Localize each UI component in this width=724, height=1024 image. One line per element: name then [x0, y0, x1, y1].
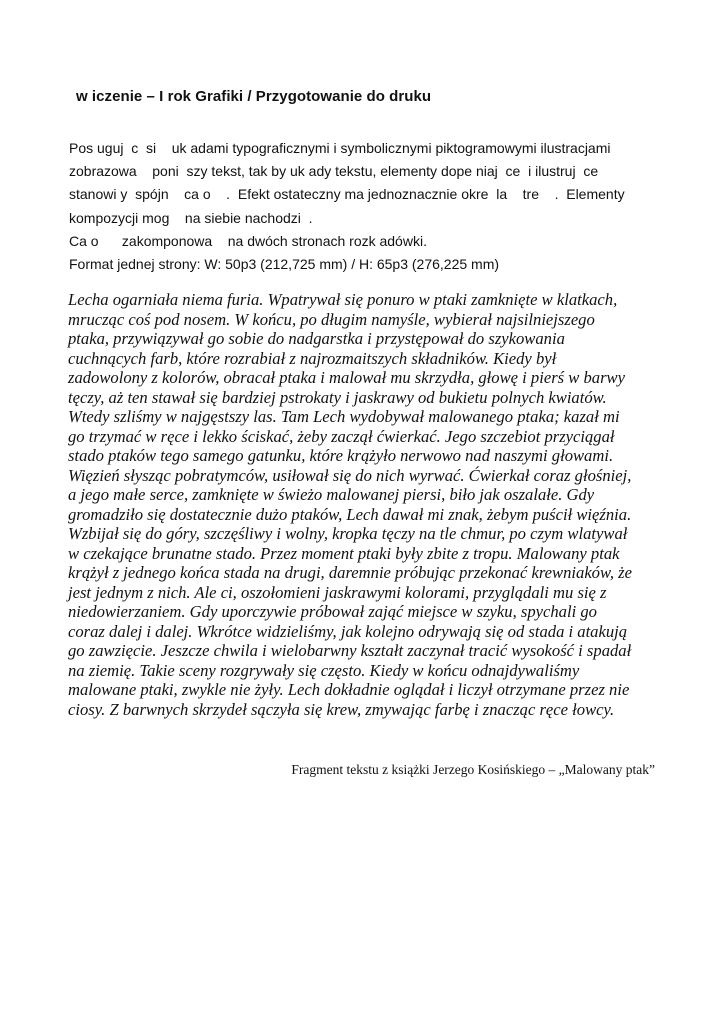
excerpt-line: Wtedy szliśmy w najgęstszy las. Tam Lech wydobywał malowanego ptaka; kazał mi [68, 407, 620, 426]
excerpt-line: w czekające brunatne stado. Przez moment ptaki były zbite z tropu. Malowany ptak [68, 543, 620, 563]
excerpt-line: Wzbijał się do góry, szczęśliwy i wolny, kropka tęczy na tle chmur, po czym wlatywał [68, 524, 628, 543]
document-title: w iczenie – I rok Grafiki / Przygotowanie do druku [76, 88, 432, 105]
instruction-line: Ca o zakomponowa na dwóch stronach rozk adówki. [69, 232, 427, 249]
excerpt-line: ciosy. Z barwnych skrzydeł sączyła się krew, zmywając farbę i znacząc ręce łowcy. [68, 699, 615, 719]
instruction-line: Pos uguj c si uk adami typograficznymi i symbolicznymi piktogramowymi ilustracjami [69, 140, 611, 156]
excerpt-line: tęczy, aż ten stawał się bardziej pstrokaty i jaskrawy od bukietu polnych kwiatów. [68, 387, 607, 407]
excerpt-line: na ziemię. Takie sceny rozgrywały się często. Kiedy w końcu odnajdywaliśmy [68, 660, 580, 680]
instruction-line: kompozycji mog na siebie nachodzi . [69, 209, 313, 226]
excerpt-line: malowane ptaki, zwykle nie żyły. Lech dokładnie oglądał i liczył otrzymane przez nie [68, 680, 630, 699]
excerpt-line: ptaka, przywiązywał go sobie do nadgarstka i przystępował do szykowania [68, 329, 565, 348]
excerpt-line: Więzień słysząc pobratymców, usiłował się do nich wyrwać. Ćwierkał coraz głośniej, [68, 465, 632, 485]
instruction-line: stanowi y spójn ca o . Efekt ostateczny ma jednoznacznie okre la tre . Elementy [69, 186, 625, 203]
excerpt-line: krążył z jednego końca stada na drugi, daremnie próbując przekonać krewniaków, że [68, 563, 632, 582]
excerpt-line: gromadziło się dostatecznie dużo ptaków, Lech dawał mi znak, żebym puścił więźnia. [68, 504, 632, 524]
excerpt-line: mrucząc coś pod nosem. W końcu, po długim namyśle, wybierał najsilniejszego [68, 309, 595, 329]
source-attribution: Fragment tekstu z książki Jerzego Kosińskiego – „Malowany ptak” [291, 762, 655, 777]
instruction-line: zobrazowa poni szy tekst, tak by uk ady tekstu, elementy dope niaj ce i ilustruj ce [69, 163, 599, 180]
excerpt-line: zadowolony z kolorów, obracał ptaka i malował mu skrzydła, głowę i pierś w barwy [68, 368, 625, 387]
instruction-line: Format jednej strony: W: 50p3 (212,725 mm) / H: 65p3 (276,225 mm) [69, 256, 500, 273]
excerpt-line: Lecha ogarniała niema furia. Wpatrywał się ponuro w ptaki zamknięte w klatkach, [68, 290, 618, 309]
excerpt-line: go trzymać w ręce i lekko ściskać, żeby zaczął ćwierkać. Jego szczebiot przyciągał [68, 426, 615, 446]
excerpt-line: cuchnących farb, które rozrabiał z najrozmaitszych składników. Kiedy był [68, 348, 557, 368]
excerpt-line: go zawzięcie. Jeszcze chwila i wielobarwny kształt zaczynał tracić wysokość i spadał [68, 641, 632, 660]
excerpt-line: niedowierzaniem. Gdy uporczywie próbował zająć miejsce w szyku, spychali go [68, 602, 597, 621]
excerpt-line: a jego małe serce, zamknięte w świeżo malowanej piersi, biło jak oszalałe. Gdy [68, 485, 595, 504]
excerpt-line: jest jednym z nich. Ale ci, oszołomieni jaskrawymi kolorami, przyglądali mu się z [68, 582, 607, 602]
assignment-instructions [69, 137, 669, 276]
book-excerpt [68, 290, 668, 719]
excerpt-line: stado ptaków tego samego gatunku, które krążyło nerwowo nad naszymi głowami. [68, 446, 614, 465]
excerpt-line: coraz dalej i dalej. Wkrótce widzieliśmy, jak kolejno odrywają się od stada i atakują [68, 621, 628, 641]
